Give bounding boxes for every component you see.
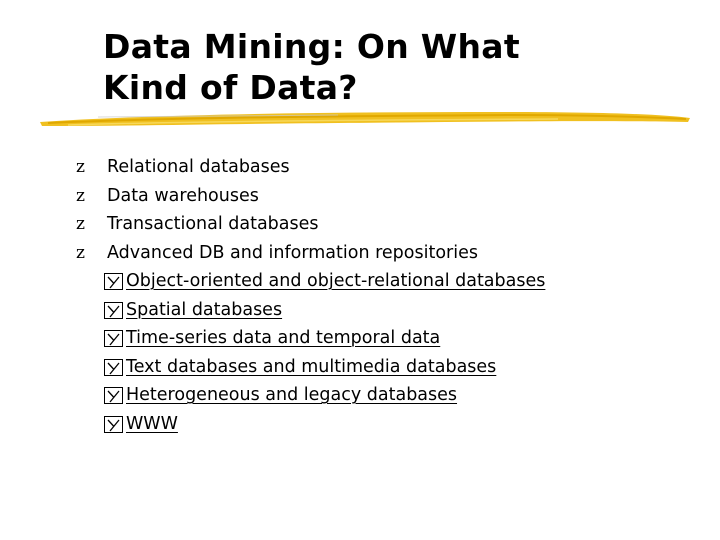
slide-title	[103, 26, 663, 108]
z-bullet-icon: z	[76, 214, 85, 234]
slide-title-line-2: Kind of Data?	[103, 68, 358, 107]
checkbox-y-bullet-icon	[104, 302, 123, 319]
brush-stroke-divider	[38, 108, 692, 132]
sub-list-item-text: Time-series data and temporal data	[126, 328, 441, 348]
sub-list-item-text: Object-oriented and object-relational databases	[126, 271, 546, 291]
z-bullet-icon: z	[76, 185, 85, 206]
list-item-text: Relational databases	[107, 157, 290, 177]
list-item	[0, 182, 720, 211]
list-item	[0, 210, 720, 239]
checkbox-y-bullet-icon	[104, 387, 123, 404]
list-item	[0, 153, 720, 182]
slide-title-line-1: Data Mining: On What	[103, 27, 520, 66]
sub-list-item	[0, 381, 720, 410]
sub-list-item-text: Heterogeneous and legacy databases	[126, 385, 458, 405]
bullet-list	[0, 153, 720, 438]
z-bullet-icon: z	[76, 157, 85, 177]
list-item-text: Data warehouses	[107, 185, 259, 206]
z-bullet-icon: z	[76, 242, 85, 263]
sub-list-item	[0, 410, 720, 439]
sub-list-item-text: WWW	[126, 413, 178, 434]
sub-list-item	[0, 353, 720, 382]
checkbox-y-bullet-icon	[104, 359, 123, 376]
sub-list-item	[0, 324, 720, 353]
sub-list-item-text: Text databases and multimedia databases	[126, 356, 497, 377]
list-item	[0, 239, 720, 268]
sub-list-item	[0, 267, 720, 296]
sub-list-item	[0, 296, 720, 325]
checkbox-y-bullet-icon	[104, 330, 123, 347]
checkbox-y-bullet-icon	[104, 273, 123, 290]
list-item-text: Transactional databases	[107, 214, 319, 234]
sub-list-item-text: Spatial databases	[126, 299, 283, 320]
list-item-text: Advanced DB and information repositories	[107, 242, 478, 263]
checkbox-y-bullet-icon	[104, 416, 123, 433]
